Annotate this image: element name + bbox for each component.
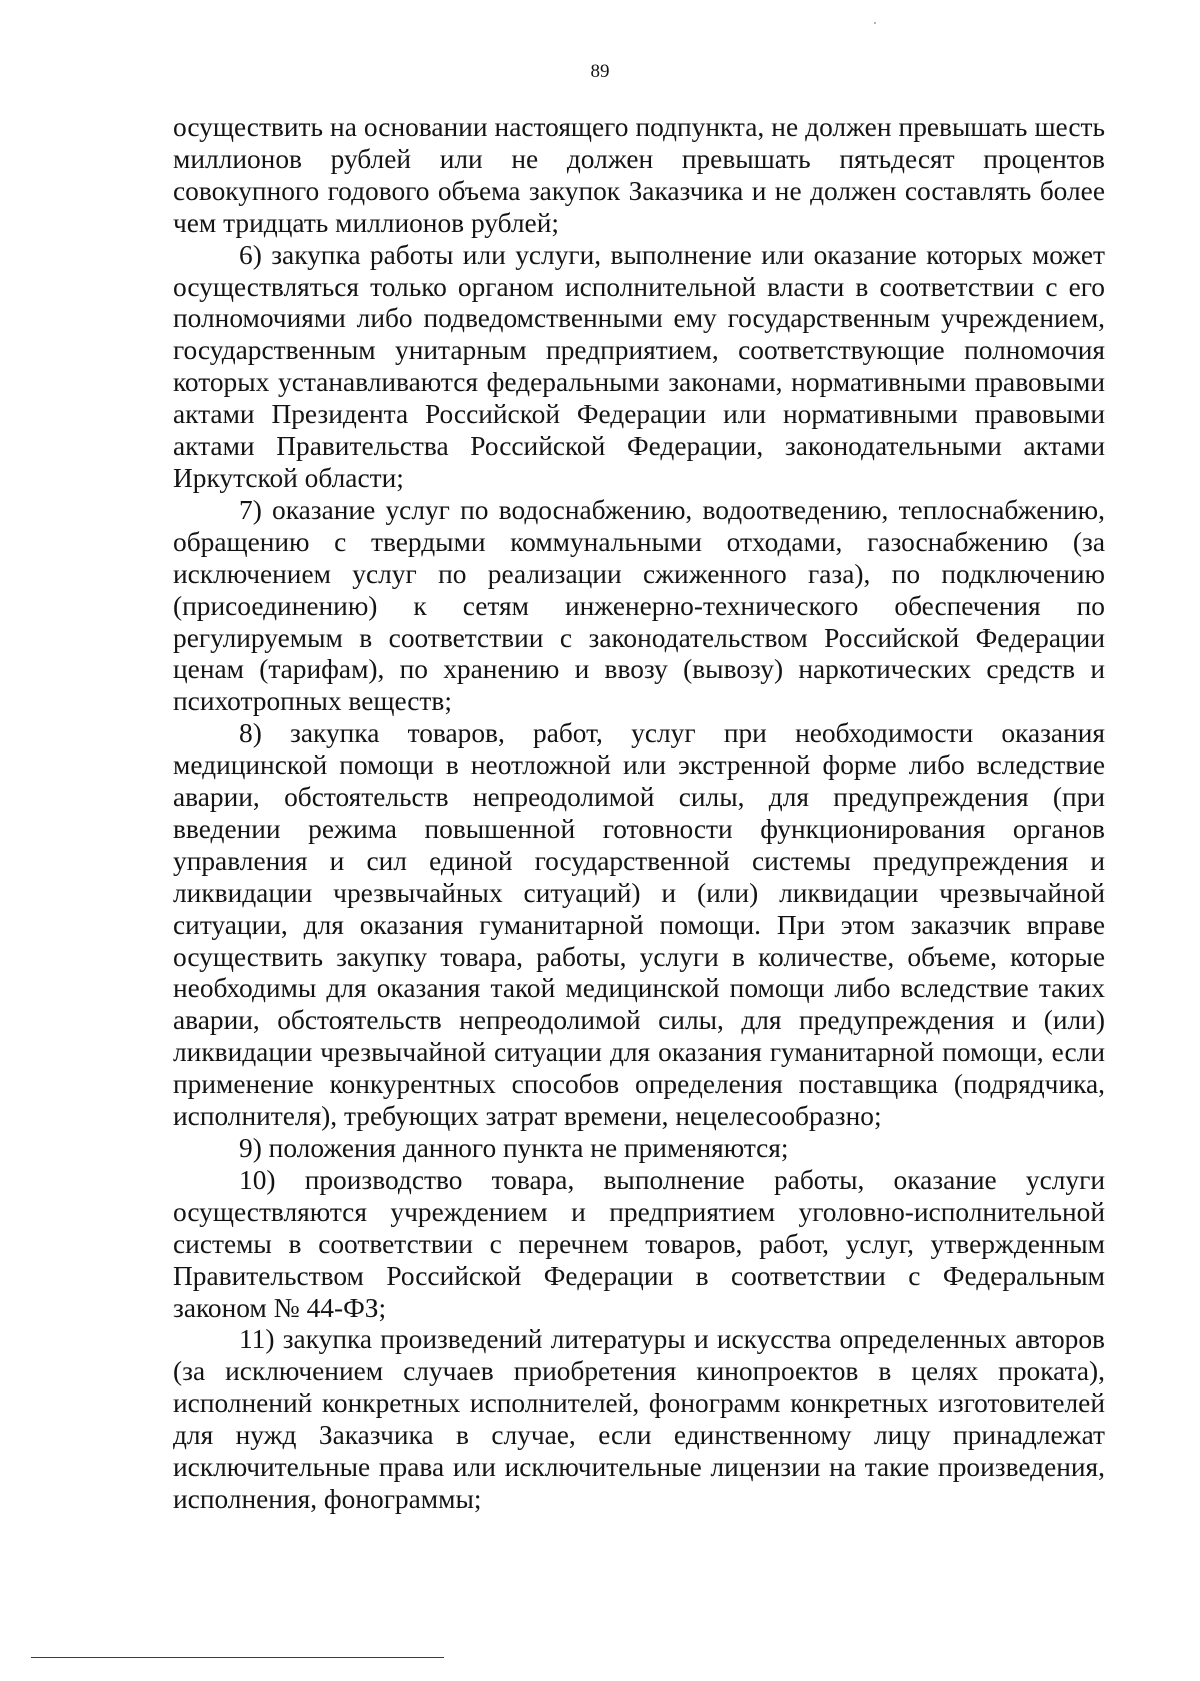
scan-speck	[874, 22, 876, 24]
footnote-separator-line	[31, 1657, 444, 1658]
paragraph-item-11: 11) закупка произведений литературы и искусства определенных авторов (за исключением случаев приобретения кинопроектов в целях проката), исполнений конкретных исполнителей, фонограмм конкретных изготовителей для нужд Заказчика в случае, если единственному лицу принадлежат исключительные права или исключительные лицензии на такие произведения, исполнения, фонограммы;	[173, 1324, 1105, 1514]
paragraph-item-9: 9) положения данного пункта не применяются;	[239, 1133, 789, 1163]
page-number: 89	[590, 61, 610, 82]
paragraph-item-10: 10) производство товара, выполнение работы, оказание услуги осуществляются учреждением и предприятием уголовно-исполнительной системы в соответствии с перечнем товаров, работ, услуг, утвержденным Правительством Российской Федерации в соответствии с Федеральным законом № 44-ФЗ;	[173, 1164, 1105, 1323]
paragraph-continuation: осуществить на основании настоящего подпункта, не должен превышать шесть миллионов рублей или не должен превышать пятьдесят процентов совокупного годового объема закупок Заказчика и не должен составлять более чем тридцать миллионов рублей;	[173, 112, 1105, 238]
paragraph-item-7: 7) оказание услуг по водоснабжению, водоотведению, теплоснабжению, обращению с твердыми коммунальными отходами, газоснабжению (за исключением услуг по реализации сжиженного газа), по подключению (присоединению) к сетям инженерно-технического обеспечения по регулируемым в соответствии с законодательством Российской Федерации ценам (тарифам), по хранению и ввозу (вывозу) наркотических средств и психотропных веществ;	[173, 494, 1105, 717]
paragraph-item-8: 8) закупка товаров, работ, услуг при необходимости оказания медицинской помощи в неотложной или экстренной форме либо вследствие аварии, обстоятельств непреодолимой силы, для предупреждения (при введении режима повышенной готовности функционирования органов управления и сил единой государственной системы предупреждения и ликвидации чрезвычайных ситуаций) и (или) ликвидации чрезвычайной ситуации, для оказания гуманитарной помощи. При этом заказчик вправе осуществить закупку товара, работы, услуги в количестве, объеме, которые необходимы для оказания такой медицинской помощи либо вследствие таких аварии, обстоятельств непреодолимой силы, для предупреждения и (или) ликвидации чрезвычайной ситуации для оказания гуманитарной помощи, если применение конкурентных способов определения поставщика (подрядчика, исполнителя), требующих затрат времени, нецелесообразно;	[173, 718, 1105, 1132]
document-body	[173, 112, 1105, 1516]
paragraph-item-6: 6) закупка работы или услуги, выполнение или оказание которых может осуществляться только органом исполнительной власти в соответствии с его полномочиями либо подведомственными ему государственным учреждением, государственным унитарным предприятием, соответствующие полномочия которых устанавливаются федеральными законами, нормативными правовыми актами Президента Российской Федерации или нормативными правовыми актами Правительства Российской Федерации, законодательными актами Иркутской области;	[173, 239, 1105, 493]
